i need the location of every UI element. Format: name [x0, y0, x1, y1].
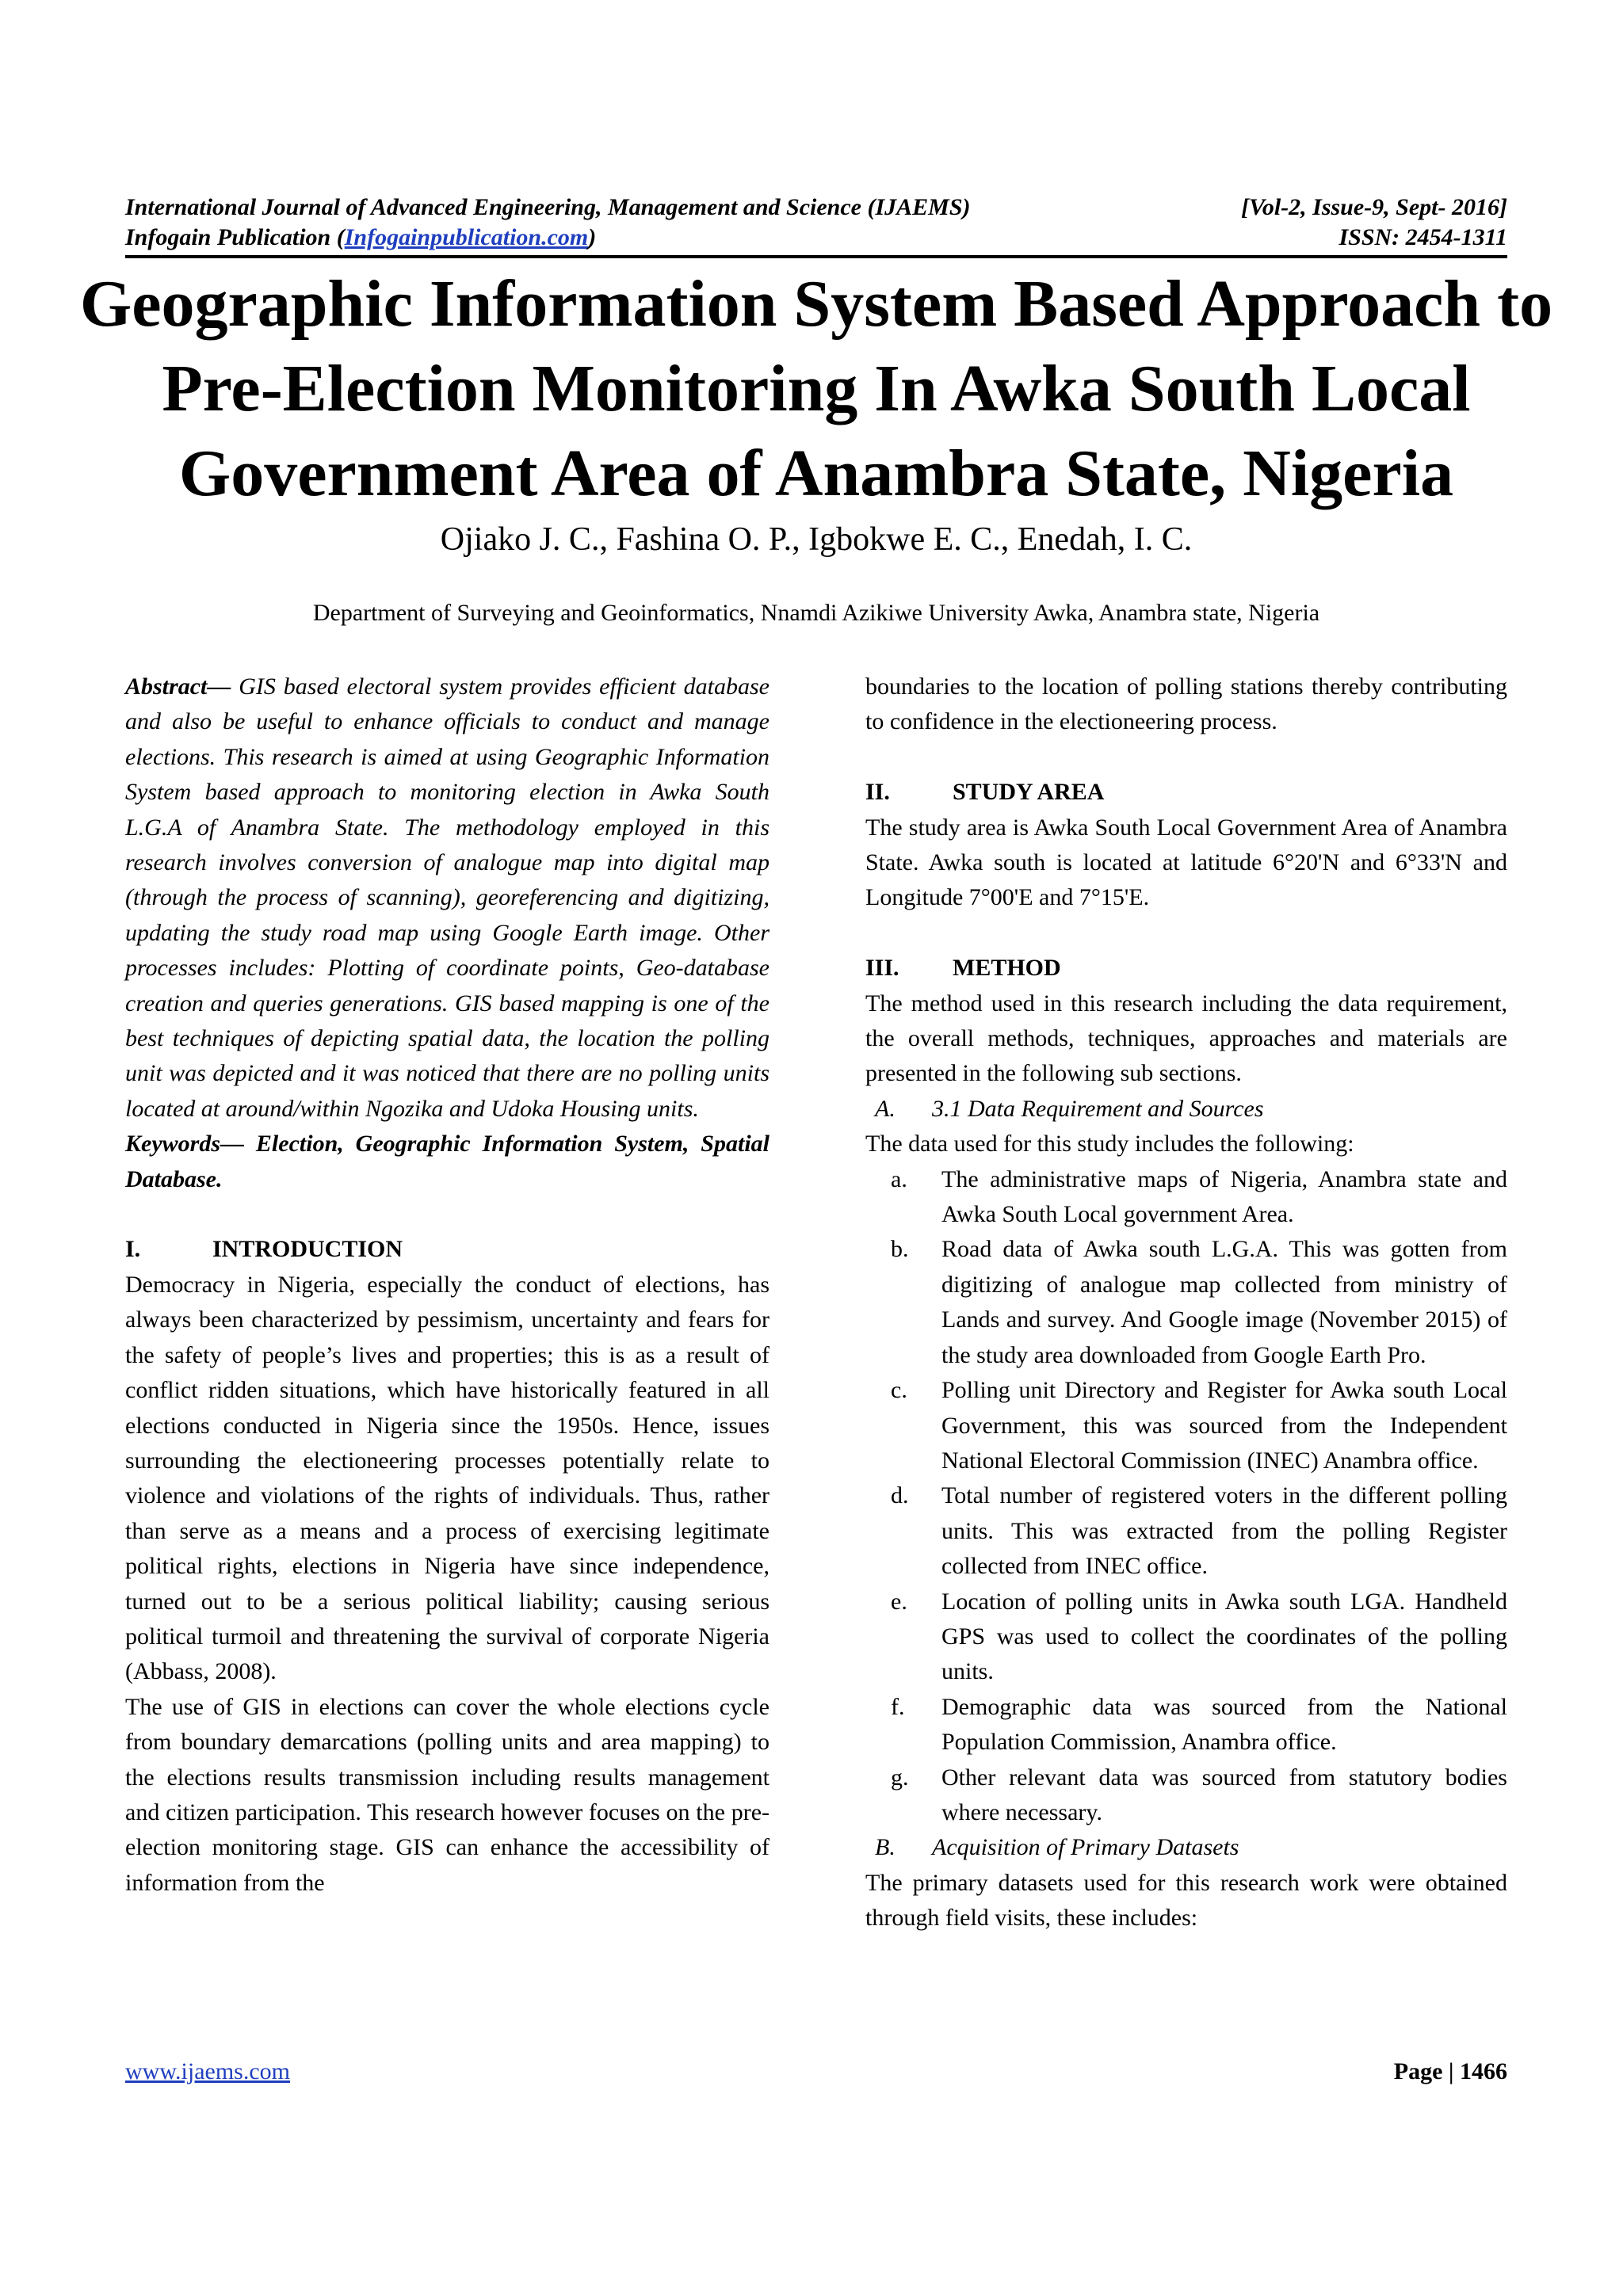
abstract-text: GIS based electoral system provides efficient database and also be useful to enhance officials to conduct and manage elections. This research is aimed at using Geographic Information System based approach to monitoring election in Awka South L.G.A of Anambra State. The methodology employed in this research involves conversion of analogue map into digital map (through the process of scanning), georeferencing and digitizing, updating the study road map using Google Earth image. Other processes includes: Plotting of coordinate points, Geo-database creation and queries generations. GIS based mapping is one of the best techniques of depicting spatial data, the location the polling unit was depicted and it was noticed that there are no polling units located at around/within Ngozika and Udoka Housing units.: [125, 673, 769, 1122]
list-item-text: The administrative maps of Nigeria, Anambra state and Awka South Local government Area.: [941, 1165, 1507, 1228]
affiliation: Department of Surveying and Geoinformatics, Nnamdi Azikiwe University Awka, Anambra state, Nigeria: [312, 600, 1320, 626]
list-item: [865, 1760, 1507, 1831]
page-footer: [125, 2054, 1507, 2089]
list-item-text: Polling unit Directory and Register for Awka south Local Government, this was sourced from the Independent National Electoral Commission (INEC) Anambra office.: [941, 1377, 1507, 1474]
publisher-link[interactable]: Infogainpublication.com: [344, 224, 589, 250]
intro-paragraph-2: The use of GIS in elections can cover the whole elections cycle from boundary demarcations (polling units and area mapping) to the elections results transmission including results management and citizen participation. This research however focuses on the pre-election monitoring stage. GIS can enhance the accessibility of information from the: [125, 1693, 769, 1896]
subsection-b-heading: [865, 1830, 1507, 1865]
running-header-line-1: [125, 193, 1507, 223]
list-marker: a.: [891, 1165, 907, 1192]
list-marker: g.: [891, 1764, 909, 1791]
publisher-prefix: Infogain Publication (: [125, 224, 345, 250]
list-item-text: Demographic data was sourced from the National Population Commission, Anambra office.: [941, 1693, 1507, 1756]
subsection-title: 3.1 Data Requirement and Sources: [932, 1095, 1264, 1122]
data-sources-list: [865, 1162, 1507, 1831]
section-title: STUDY AREA: [953, 779, 1105, 806]
list-item-text: Road data of Awka south L.G.A. This was gotten from digitizing of analogue map collected from ministry of Lands and survey. And Google image (November 2015) of the study area downloaded from Google Earth Pro.: [941, 1236, 1507, 1368]
list-item: [865, 1690, 1507, 1760]
section-heading-introduction: [125, 1232, 769, 1267]
list-item: [865, 1478, 1507, 1584]
section-title: METHOD: [953, 955, 1061, 982]
intro-paragraph-1: Democracy in Nigeria, especially the conduct of elections, has always been characterized by pessimism, uncertainty and fears for the safety of people’s lives and properties; this is as a result of conflict ridden situations, which have historically featured in all elections conducted in Nigeria since the 1950s. Hence, issues surrounding the electioneering processes potentially relate to violence and violations of the rights of individuals. Thus, rather than serve as a means and a process of exercising legitimate political rights, elections in Nigeria have since independence, turned out to be a serious political liability; causing serious political turmoil and threatening the survival of corporate Nigeria (Abbass, 2008).: [125, 1271, 769, 1685]
author-list: Ojiako J. C., Fashina O. P., Igbokwe E. C., Enedah, I. C.: [440, 521, 1193, 558]
section-number: I.: [125, 1236, 141, 1263]
list-marker: f.: [891, 1693, 905, 1720]
paper-title: Geographic Information System Based Approach to Pre-Election Monitoring In Awka South Local Government Area of Anambra State, Nigeria: [79, 267, 1553, 510]
publisher: [125, 223, 596, 253]
list-item: [865, 1232, 1507, 1373]
list-item: [865, 1585, 1507, 1690]
study-area-paragraph: The study area is Awka South Local Government Area of Anambra State. Awka south is located at latitude 6°20'N and 6°33'N and Longitude 7°00'E and 7°15'E.: [865, 814, 1507, 911]
running-header-line-2: [125, 223, 1507, 253]
list-marker: e.: [891, 1588, 907, 1615]
website-link[interactable]: www.ijaems.com: [125, 2058, 291, 2084]
page-number: Page | 1466: [1393, 2058, 1507, 2084]
list-marker: b.: [891, 1236, 909, 1263]
list-marker: c.: [891, 1377, 907, 1404]
list-item-text: Total number of registered voters in the different polling units. This was extracted from the polling Register collected from INEC office.: [941, 1482, 1507, 1580]
section-heading-method: [865, 951, 1507, 986]
list-item-text: Location of polling units in Awka south LGA. Handheld GPS was used to collect the coordinates of the polling units.: [941, 1588, 1507, 1685]
subsection-number: A.: [875, 1095, 896, 1122]
list-marker: d.: [891, 1482, 909, 1509]
header-rule: [125, 255, 1507, 258]
subsection-title: Acquisition of Primary Datasets: [932, 1834, 1239, 1861]
primary-datasets-paragraph: The primary datasets used for this research work were obtained through field visits, these includes:: [865, 1869, 1507, 1932]
keywords-label: Keywords—: [125, 1131, 244, 1158]
section-heading-study-area: [865, 775, 1507, 810]
list-item: [865, 1373, 1507, 1478]
journal-name: International Journal of Advanced Engineering, Management and Science (IJAEMS): [125, 194, 971, 220]
right-column: [865, 669, 1507, 1936]
method-paragraph: The method used in this research including the data requirement, the overall methods, techniques, approaches and materials are presented in the following sub sections.: [865, 990, 1507, 1087]
list-item: [865, 1162, 1507, 1233]
section-title: INTRODUCTION: [212, 1236, 403, 1263]
keywords-text: Election, Geographic Information System, Spatial Database.: [125, 1131, 769, 1192]
publisher-suffix: ): [588, 224, 597, 250]
section-number: II.: [865, 779, 890, 806]
subsection-number: B.: [875, 1834, 896, 1861]
section-number: III.: [865, 955, 899, 982]
left-column: [125, 669, 769, 1901]
intro-paragraph-2-continued: boundaries to the location of polling stations thereby contributing to confidence in the electioneering process.: [865, 673, 1507, 735]
subsection-a-heading: [865, 1092, 1507, 1127]
keywords: [125, 1127, 769, 1197]
data-intro: The data used for this study includes the following:: [865, 1131, 1354, 1158]
issn: ISSN: 2454-1311: [1338, 224, 1507, 250]
abstract-label: Abstract—: [125, 673, 231, 700]
list-item-text: Other relevant data was sourced from statutory bodies where necessary.: [941, 1764, 1507, 1825]
abstract: [125, 669, 769, 1127]
volume-issue: [Vol-2, Issue-9, Sept- 2016]: [1241, 194, 1507, 220]
